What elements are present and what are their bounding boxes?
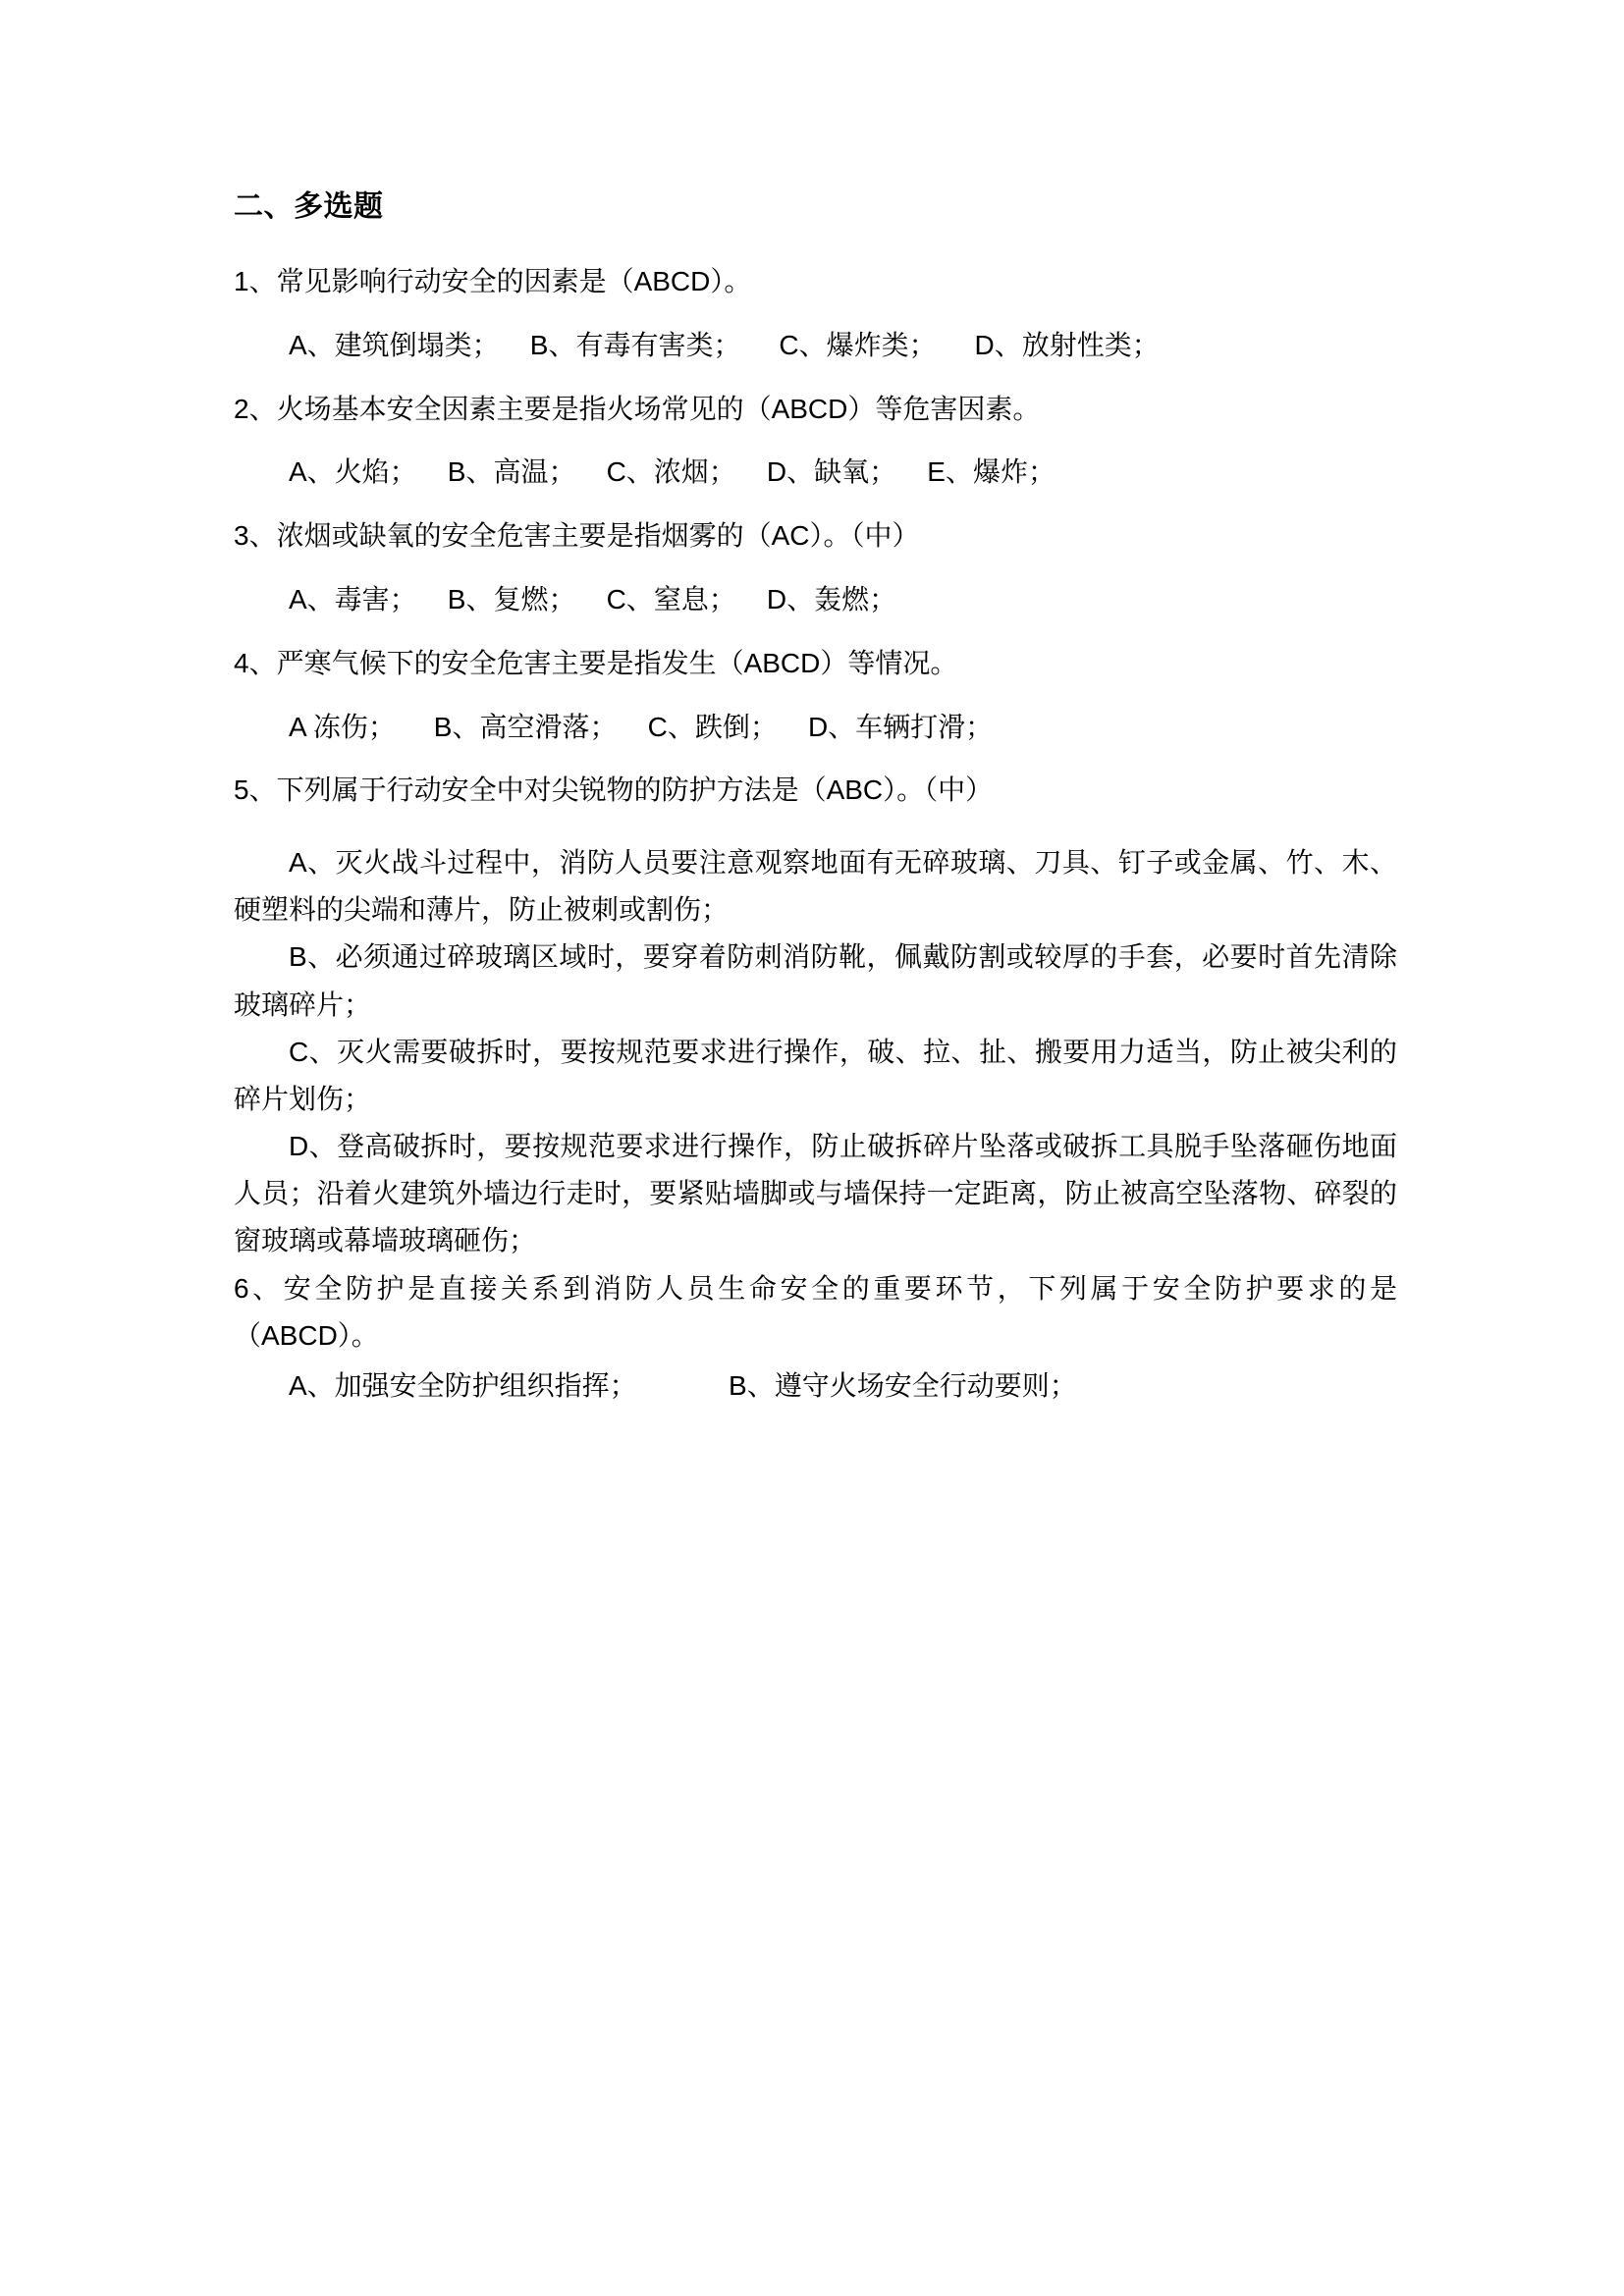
question-stem-1: 1、常见影响行动安全的因素是（ABCD）。: [234, 266, 752, 296]
question-options-4: A 冻伤； B、高空滑落； C、跌倒； D、车辆打滑；: [289, 711, 994, 742]
question-stem-5: 5、下列属于行动安全中对尖锐物的防护方法是（ABC）。（中）: [234, 774, 994, 806]
question-options-1: A、建筑倒塌类； B、有毒有害类； C、爆炸类； D、放射性类；: [289, 329, 1160, 360]
question-block-4: [234, 649, 1397, 743]
document-content: [234, 192, 1397, 1435]
question-option-5-d: D、登高破拆时，要按规范要求进行操作，防止破拆碎片坠落或破拆工具脱手坠落砸伤地面人员；沿着火建筑外墙边行走时，要紧贴墙脚或与墙保持一定距离，防止被高空坠落物、碎裂的窗玻璃或幕墙玻璃砸伤；: [234, 1131, 1397, 1256]
question-option-5-b: B、必须通过碎玻璃区域时，要穿着防刺消防靴，佩戴防割或较厚的手套，必要时首先清除玻璃碎片；: [234, 941, 1397, 1020]
question-block-3: [234, 521, 1397, 615]
question-option-5-a: A、灭火战斗过程中，消防人员要注意观察地面有无碎玻璃、刀具、钉子或金属、竹、木、硬塑料的尖端和薄片，防止被刺或割伤；: [234, 847, 1397, 926]
question-block-5: [234, 775, 1397, 1264]
question-block-1: [234, 267, 1397, 361]
question-block-6: [234, 1265, 1397, 1402]
question-stem-6: 6、安全防护是直接关系到消防人员生命安全的重要环节，下列属于安全防护要求的是（ABCD）。: [234, 1272, 1397, 1351]
question-stem-2: 2、火场基本安全因素主要是指火场常见的（ABCD）等危害因素。: [234, 393, 1041, 424]
question-block-2: [234, 395, 1397, 489]
question-stem-4: 4、严寒气候下的安全危害主要是指发生（ABCD）等情况。: [234, 647, 958, 678]
question-stem-3: 3、浓烟或缺氧的安全危害主要是指烟雾的（AC）。（中）: [234, 520, 920, 552]
question-option-5-c: C、灭火需要破拆时，要按规范要求进行操作，破、拉、扯、搬要用力适当，防止被尖利的碎片划伤；: [234, 1036, 1397, 1114]
question-options-6: A、加强安全防护组织指挥； B、遵守火场安全行动要则；: [289, 1369, 1077, 1401]
question-options-2: A、火焰； B、高温； C、浓烟； D、缺氧； E、爆炸；: [289, 456, 1056, 488]
question-options-3: A、毒害； B、复燃； C、窒息； D、轰燃；: [289, 583, 897, 614]
section-heading: 二、多选题: [234, 190, 384, 223]
